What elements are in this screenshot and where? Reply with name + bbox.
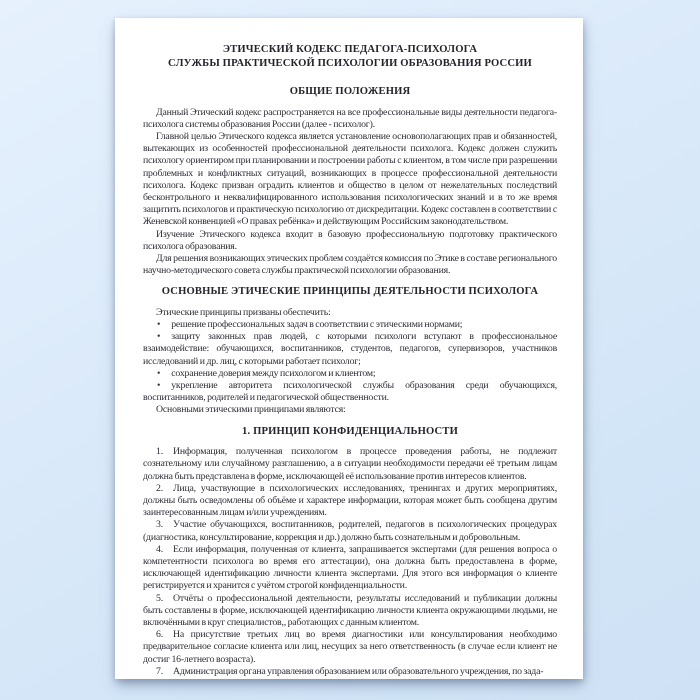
item-number: 4.: [156, 543, 163, 555]
item-number: 3.: [156, 519, 163, 531]
paragraph-general-3: Изучение Этического кодекса входит в базовую профессиональную подготовку практического психолога образования.: [143, 228, 557, 252]
item-number: 7.: [156, 665, 163, 677]
bullet-item-1: [143, 319, 557, 331]
bullet-text: укрепление авторитета психологической службы образования среди обучающихся, воспитанников, родителей и педагогической общественности.: [143, 380, 557, 404]
section-heading-principles: ОСНОВНЫЕ ЭТИЧЕСКИЕ ПРИНЦИПЫ ДЕЯТЕЛЬНОСТИ ПСИХОЛОГА: [161, 286, 539, 298]
paragraph-principles-outro: Основными этическими принципами являются:: [156, 404, 346, 416]
numbered-item-5: [143, 593, 557, 630]
paragraph-general-4: Для решения возникающих этических проблем создаётся комиссия по Этике в составе регионального научно-методического совета службы практической психологии образования.: [143, 252, 557, 277]
numbered-item-2: [143, 483, 557, 520]
paragraph-general-1: Данный Этический кодекс распространяется на все профессиональные виды деятельности педагога-психолога системы образования России (далее - психолог).: [143, 106, 557, 130]
item-number: 6.: [156, 629, 163, 641]
document-page: [115, 18, 583, 679]
item-number: 5.: [156, 592, 163, 604]
numbered-item-4: [143, 544, 557, 593]
bullet-marker: •: [157, 319, 161, 331]
item-text: На присутствие третьих лиц во время диагностики или консультирования необходимо предварительное согласие клиента или лиц, несущих за него ответственность (в случае если клиент не достиг 16-летнего возраста).: [143, 629, 557, 665]
numbered-item-3: [143, 519, 557, 543]
document-title-line2: СЛУЖБЫ ПРАКТИЧЕСКОЙ ПСИХОЛОГИИ ОБРАЗОВАНИЯ РОССИИ: [168, 57, 532, 69]
bullet-marker: •: [157, 380, 161, 392]
bullet-text: сохранение доверия между психологом и клиентом;: [171, 367, 376, 379]
paragraph-general-2: Главной целью Этического кодекса является установление основополагающих прав и обязанностей, вытекающих из особенностей профессиональной деятельности психолога. Кодекс должен служить психологу ориентиром при планировании и построении работы с клиентом, в том числе при разрешении проблемных и конфликтных ситуаций, возникающих в процессе профессиональной деятельности психолога. Кодекс призван оградить клиентов и общество в целом от нежелательных последствий бесконтрольного и неквалифицированного использования психологических знаний и в то же время защитить психологов и практическую психологию от дискредитации. Кодекс составлен в соответствии с Женевской конвенцией «О правах ребёнка» и действующим Российским законодательством.: [143, 130, 557, 228]
item-text: Администрация органа управления образованием или образовательного учреждения, по зада-: [172, 665, 544, 677]
bullet-item-4: [143, 380, 557, 404]
bullet-marker: •: [157, 367, 161, 379]
bullet-marker: •: [157, 331, 161, 343]
document-title: [143, 43, 557, 70]
item-text: Участие обучающихся, воспитанников, родителей, педагогов в психологических процедурах (диагностика, консультирование, коррекция и др.) должно быть сознательным и добровольным.: [143, 519, 557, 543]
document-title-line1: ЭТИЧЕСКИЙ КОДЕКС ПЕДАГОГА-ПСИХОЛОГА: [222, 44, 478, 55]
item-number: 1.: [156, 446, 163, 458]
bullet-text: решение профессиональных задач в соответствии с этическими нормами;: [171, 319, 463, 331]
item-text: Если информация, полученная от клиента, запрашивается экспертами (для решения вопроса о компетентности психолога во время его аттестации), она должна быть предоставлена в форме, исключающей идентификацию личности клиента экспертами. Для этого вся информация о клиенте регистрируется и хранится с учётом строгой конфиденциальности.: [143, 543, 557, 592]
item-text: Отчёты о профессиональной деятельности, результаты исследований и публикации должны быть составлены в форме, исключающей идентификацию личности клиента окружающими людьми, не включёнными в круг специалистов,, работающих с данным клиентом.: [143, 592, 557, 629]
section-heading-general: ОБЩИЕ ПОЛОЖЕНИЯ: [289, 86, 411, 97]
item-text: Лица, участвующие в психологических исследованиях, тренингах и других мероприятиях, должны быть осведомлены об объёме и характере информации, которая может быть сообщена другим заинтересованным лицам и/или учреждениям.: [143, 482, 557, 519]
item-number: 2.: [156, 482, 163, 494]
section-heading-confidentiality: 1. ПРИНЦИП КОНФИДЕНЦИАЛЬНОСТИ: [242, 425, 458, 437]
numbered-item-1: [143, 446, 557, 483]
item-text: Информация, полученная психологом в процессе проведения работы, не подлежит сознательному или случайному разглашению, а в ситуации необходимости передачи её третьим лицам должна быть представлена в форме, исключающей её использование против интересов клиентов.: [143, 446, 557, 482]
paragraph-principles-intro: Этические принципы призваны обеспечить:: [156, 306, 331, 318]
bullet-item-2: [143, 331, 557, 368]
bullet-text: защиту законных прав людей, с которыми психологи вступают в профессиональное взаимодействие: обучающихся, воспитанников, студентов, педагогов, супервизоров, участников исследований и др. лиц, с которыми работает психолог;: [143, 331, 557, 367]
numbered-item-7: [143, 666, 557, 678]
bullet-item-3: [143, 368, 557, 380]
numbered-item-6: [143, 629, 557, 666]
